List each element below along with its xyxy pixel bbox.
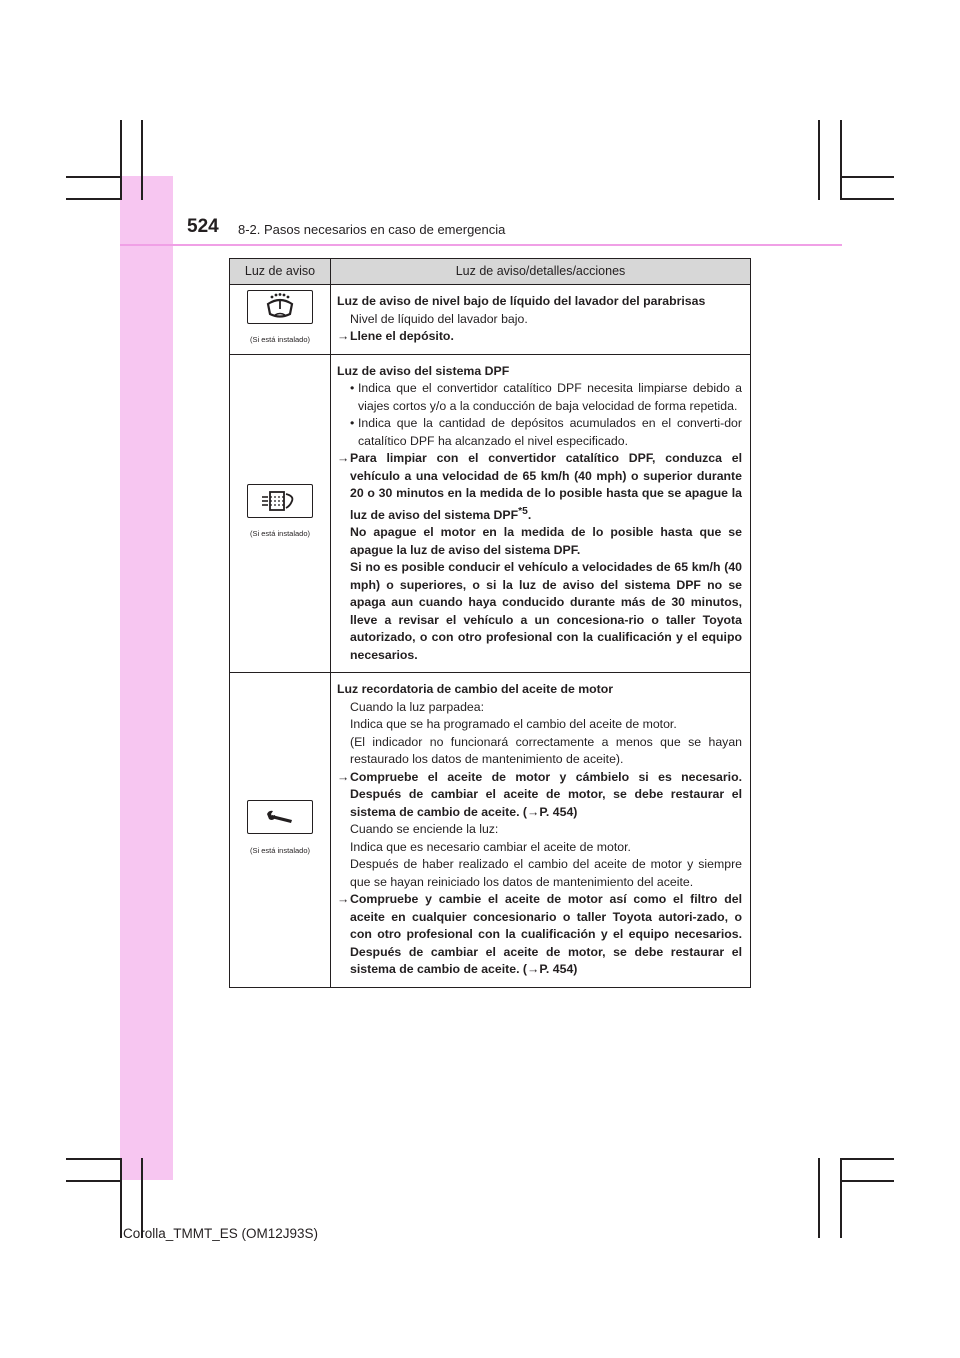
action-label: Compruebe y cambie el aceite de motor así como el filtro del aceite en cualquier concesionario o taller Toyota autori-zado, o con otro profesional con la cualificación y el equipo necesarios. Después de cambiar el aceite de motor, se debe restaurar el sistema de cambio de aceite. ( [350, 892, 742, 977]
header-rule [120, 244, 842, 246]
wrench-icon [247, 800, 313, 834]
action-text [337, 891, 742, 979]
crop-mark [840, 176, 894, 178]
icon-caption: (Si está instalado) [249, 529, 311, 539]
crop-mark [66, 198, 120, 200]
icon-cell [230, 673, 331, 988]
arrow-icon: → [337, 329, 350, 343]
page-number: 524 [187, 216, 219, 237]
crop-mark [840, 120, 842, 200]
crop-mark [120, 120, 122, 200]
crop-mark [818, 120, 820, 200]
detail-text: Indica que es necesario cambiar el aceite de motor. [350, 839, 631, 854]
ref-arrow: → [527, 962, 540, 977]
table-row [230, 673, 751, 988]
period: . [527, 507, 532, 522]
icon-caption: (Si está instalado) [249, 335, 311, 345]
action-text [337, 450, 742, 524]
detail-text: Después de haber realizado el cambio del aceite de motor y siempre que se hayan reiniciado los datos de mantenimiento del aceite. [350, 857, 742, 889]
icon-caption: (Si está instalado) [249, 845, 311, 855]
details-cell [331, 673, 751, 988]
bullet-item [337, 415, 742, 450]
warning-lights-table [229, 258, 751, 988]
footnote-marker [518, 506, 528, 517]
crop-mark [840, 198, 894, 200]
bullet-item [337, 380, 742, 415]
action-text: Si no es posible conducir el vehículo a velocidades de 65 km/h (40 mph) o superiores, o si la luz de aviso del sistema DPF no se apaga aun cuando haya conducido durante más de 30 minutos, lleve a revisar el vehículo a un concesiona-rio o taller Toyota autorizado, o con otro profesional con la cualificación y el equipo necesarios. [350, 560, 742, 662]
action-text [337, 328, 742, 346]
crop-mark [120, 1158, 122, 1238]
warning-title: Luz de aviso de nivel bajo de líquido del lavador del parabrisas [337, 294, 706, 308]
arrow-icon: → [337, 769, 350, 784]
detail-text: Cuando la luz parpadea: [350, 699, 484, 714]
crop-mark [840, 1158, 842, 1238]
details-cell [331, 354, 751, 673]
bullet-text: Indica que la cantidad de depósitos acumulados en el converti-dor catalítico DPF ha alcanzado el nivel especificado. [358, 416, 742, 448]
crop-mark [66, 1158, 120, 1160]
page-reference: P. 454) [539, 962, 578, 977]
crop-mark [141, 120, 143, 200]
warning-title: Luz de aviso del sistema DPF [337, 363, 510, 378]
document-id: Corolla_TMMT_ES (OM12J93S) [123, 1226, 319, 1241]
table-header-row [230, 259, 751, 285]
footnote-number: 5 [522, 505, 528, 517]
crop-mark [840, 1158, 894, 1160]
bullet-mark: • [350, 381, 355, 395]
bullet-mark: • [350, 416, 355, 430]
action-label: Llene el depósito. [350, 329, 454, 343]
table-row [230, 354, 751, 673]
crop-mark [66, 176, 120, 178]
action-label: Compruebe el aceite de motor y cámbielo si es necesario. Después de cambiar el aceite de motor, se debe restaurar el sistema de cambio de aceite. ( [350, 769, 742, 819]
column-header: Luz de aviso [230, 259, 331, 285]
footnote-star: * [518, 505, 523, 517]
icon-cell [230, 354, 331, 673]
arrow-icon: → [337, 451, 350, 465]
side-color-band [120, 176, 173, 1180]
column-header: Luz de aviso/detalles/acciones [331, 259, 751, 285]
crop-mark [840, 1180, 894, 1182]
ref-arrow: → [527, 804, 540, 819]
crop-mark [818, 1158, 820, 1238]
detail-text: (El indicador no funcionará correctamente a menos que se hayan restaurado los datos de mantenimiento de aceite). [350, 734, 742, 767]
arrow-icon: → [337, 892, 350, 907]
detail-text: Indica que se ha programado el cambio del aceite de motor. [350, 717, 677, 732]
action-text [337, 769, 742, 822]
bullet-text: Indica que el convertidor catalítico DPF necesita limpiarse debido a viajes cortos y/o a la conducción de baja velocidad de forma repetida. [358, 381, 742, 413]
action-text: No apague el motor en la medida de lo posible hasta que se apague la luz de aviso del sistema DPF. [350, 525, 742, 557]
crop-mark [66, 1180, 120, 1182]
section-title: 8-2. Pasos necesarios en caso de emergencia [238, 222, 506, 237]
action-label: Para limpiar con el convertidor catalítico DPF, conduzca el vehículo a una velocidad de 65 km/h (40 mph) o superior durante 20 o 30 minutos en la medida de lo posible hasta que se apague la luz de aviso del sistema DPF [350, 451, 742, 522]
table-row [230, 285, 751, 355]
warning-title: Luz recordatoria de cambio del aceite de motor [337, 682, 614, 697]
detail-text: Nivel de líquido del lavador bajo. [350, 311, 528, 326]
details-cell [331, 285, 751, 355]
page-reference: P. 454) [539, 804, 578, 819]
dpf-icon [247, 484, 313, 518]
detail-text: Cuando se enciende la luz: [350, 822, 499, 837]
washer-fluid-icon [247, 290, 313, 324]
icon-cell [230, 285, 331, 355]
